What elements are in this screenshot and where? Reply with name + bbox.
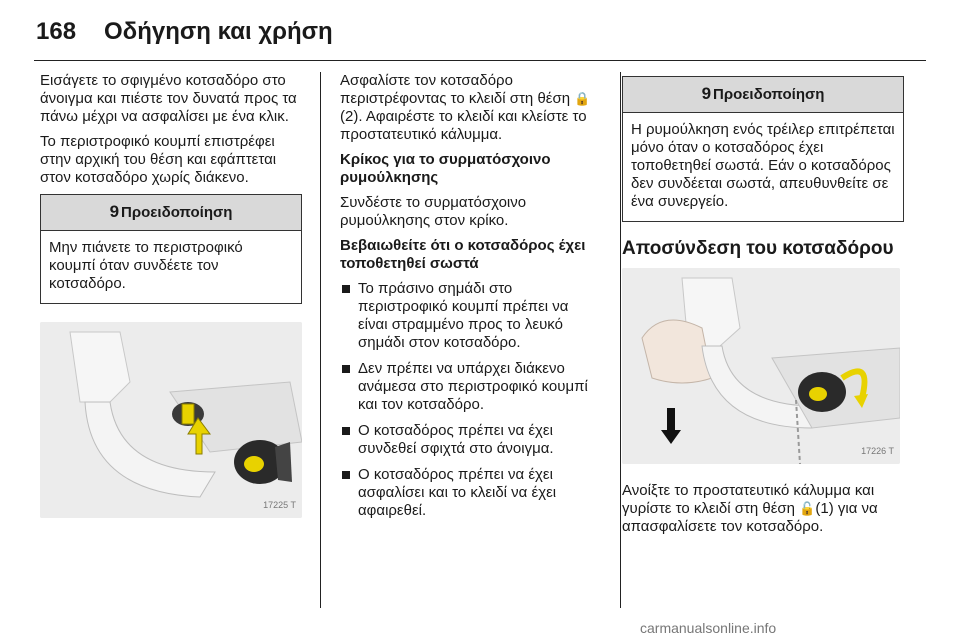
page-number: 168 <box>36 18 77 45</box>
warning-title: Προειδοποίηση <box>713 86 825 103</box>
list-item: Το πράσινο σημάδι στο περιστροφικό κουμπί πρέπει να είναι στραμμένο προς το λευκό σημάδι στον κοτσαδόρο. <box>340 280 602 352</box>
subheading: Βεβαιωθείτε ότι ο κοτσαδόρος έχει τοποθετηθεί σωστά <box>340 237 586 272</box>
paragraph: Το περιστροφικό κουμπί επιστρέφει στην αρχική του θέση και εφάπτεται στον κοτσαδόρο χωρίς διάκενο. <box>40 133 277 186</box>
list-item: Δεν πρέπει να υπάρχει διάκενο ανάμεσα στο περιστροφικό κουμπί και τον κοτσαδόρο. <box>340 360 602 414</box>
tow-hitch-detach-illustration <box>622 268 900 464</box>
warning-symbol-icon: 9 <box>701 84 712 103</box>
warning-text: Η ρυμούλκηση ενός τρέιλερ επιτρέπεται μόνο όταν ο κοτσαδόρος έχει τοποθετηθεί σωστά. Εάν ο κοτσαδόρος δεν συνδέεται σωστά, απευθυνθείτε σε ένα συνεργείο. <box>631 121 895 210</box>
paragraph: Συνδέστε το συρματόσχοινο ρυμούλκησης στον κρίκο. <box>340 194 527 229</box>
column-2 <box>340 72 602 528</box>
warning-text: Μην πιάνετε το περιστροφικό κουμπί όταν συνδέετε τον κοτσαδόρο. <box>49 239 243 292</box>
bullet-list <box>340 280 602 520</box>
warning-box <box>40 194 302 304</box>
section-heading: Αποσύνδεση του κοτσαδόρου <box>622 238 894 259</box>
paragraph: Ασφαλίστε τον κοτσαδόρο περιστρέφοντας το κλειδί στη θέση 🔒(2). Αφαιρέστε το κλειδί και κλείστε το προστατευτικό κάλυμμα. <box>340 72 591 143</box>
watermark: carmanualsonline.info <box>640 620 777 636</box>
column-divider <box>320 72 321 608</box>
lock-open-icon: 🔓 <box>799 501 816 516</box>
column-3 <box>622 72 904 543</box>
header-rule <box>34 60 926 61</box>
warning-box <box>622 76 904 222</box>
bullet-icon <box>342 285 350 293</box>
tow-hitch-attach-illustration <box>40 322 302 518</box>
lock-closed-icon: 🔒 <box>574 91 591 106</box>
subheading: Κρίκος για το συρματόσχοινο ρυμούλκησης <box>340 151 551 186</box>
tow-hitch-icon <box>40 322 302 518</box>
warning-symbol-icon: 9 <box>109 202 120 221</box>
paragraph: Εισάγετε το σφιγμένο κοτσαδόρο στο άνοιγμα και πιέστε τον δυνατά προς τα πάνω μέχρι να ασφαλίσει με ένα κλικ. <box>40 72 297 125</box>
warning-header <box>41 195 301 231</box>
column-divider <box>620 72 621 608</box>
page-title: Οδήγηση και χρήση <box>104 18 333 45</box>
tow-hitch-icon <box>622 268 900 464</box>
image-number: 17225 T <box>263 500 296 510</box>
list-item: Ο κοτσαδόρος πρέπει να έχει ασφαλίσει και το κλειδί να έχει αφαιρεθεί. <box>340 466 602 520</box>
paragraph: Ανοίξτε το προστατευτικό κάλυμμα και γυρίστε το κλειδί στη θέση 🔓(1) για να απασφαλίσετε τον κοτσαδόρο. <box>622 482 878 535</box>
warning-title: Προειδοποίηση <box>121 204 233 221</box>
bullet-icon <box>342 471 350 479</box>
page-header <box>0 0 960 60</box>
bullet-icon <box>342 427 350 435</box>
column-1 <box>40 72 302 518</box>
bullet-icon <box>342 365 350 373</box>
list-item: Ο κοτσαδόρος πρέπει να έχει συνδεθεί σφιχτά στο άνοιγμα. <box>340 422 602 458</box>
warning-header <box>623 77 903 113</box>
image-number: 17226 T <box>861 446 894 456</box>
